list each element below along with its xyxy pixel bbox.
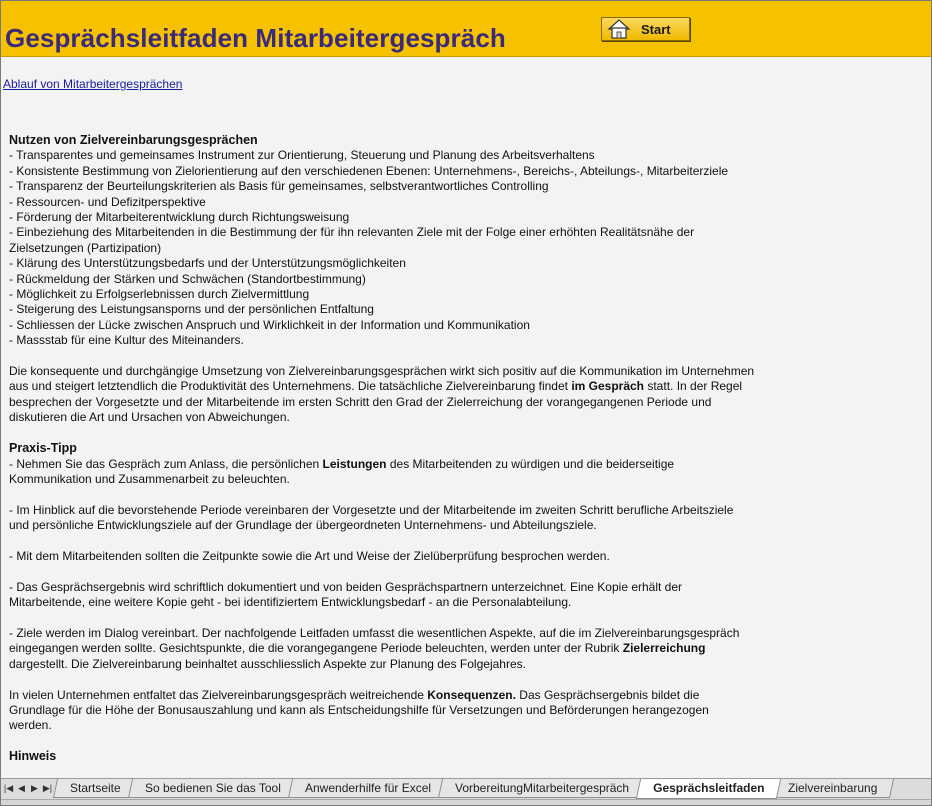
- header-bar: [1, 1, 931, 57]
- paragraph-line: Kommunikation und Zusammenarbeit zu beleuchten.: [9, 471, 290, 486]
- last-sheet-icon[interactable]: ▶|: [42, 783, 53, 793]
- nutzen-item: - Schliessen der Lücke zwischen Anspruch und Wirklichkeit in der Information und Kommunikation: [9, 317, 530, 332]
- paragraph-line: werden.: [9, 718, 52, 733]
- tab-anwenderhilfe[interactable]: Anwenderhilfe für Excel: [288, 779, 448, 798]
- nutzen-item: - Einbeziehung des Mitarbeitenden in die Bestimmung der für ihn relevanten Ziele mit der Folge einer erhöhten Realitätsnähe der: [9, 225, 695, 240]
- nutzen-item: - Förderung der Mitarbeiterentwicklung durch Richtungsweisung: [9, 210, 350, 225]
- tab-zielvereinbarung[interactable]: Zielvereinbarung: [771, 779, 894, 798]
- paragraph-line: dargestellt. Die Zielvereinbarung beinhaltet ausschliesslich Aspekte zur Planung des Folgejahres.: [9, 656, 526, 671]
- sheet-tab-bar: [1, 778, 931, 799]
- status-strip: [1, 799, 931, 806]
- paragraph-line: Die konsequente und durchgängige Umsetzung von Zielvereinbarungsgesprächen wirkt sich positiv auf die Kommunikation im Unternehmen: [9, 364, 755, 379]
- next-sheet-icon[interactable]: ▶: [31, 783, 38, 793]
- page-title: Gesprächsleitfaden Mitarbeitergespräch: [5, 23, 506, 53]
- paragraph-line: - Im Hinblick auf die bevorstehende Periode vereinbaren der Vorgesetzte und der Mitarbeitende im zweiten Schritt berufliche Arbeitsziele: [9, 502, 734, 517]
- ablauf-link[interactable]: Ablauf von Mitarbeitergesprächen: [3, 77, 183, 91]
- tab-vorbereitung[interactable]: VorbereitungMitarbeitergespräch: [438, 779, 646, 798]
- paragraph-line: - Nehmen Sie das Gespräch zum Anlass, die persönlichen Leistungen des Mitarbeitenden zu würdigen und die beiderseitige: [9, 456, 675, 471]
- paragraph-line: Grundlage für die Höhe der Bonusauszahlung und kann als Entscheidungshilfe für Versetzungen und Beförderungen herangezogen: [9, 702, 709, 717]
- paragraph-line: In vielen Unternehmen entfaltet das Zielvereinbarungsgespräch weitreichende Konsequenzen. Das Gesprächsergebnis bildet die: [9, 687, 700, 702]
- paragraph-line: - Mit dem Mitarbeitenden sollten die Zeitpunkte sowie die Art und Weise der Zielüberprüfung besprochen werden.: [9, 548, 610, 563]
- first-sheet-icon[interactable]: |◀: [3, 783, 14, 793]
- nutzen-item: - Konsistente Bestimmung von Zielorientierung auf den verschiedenen Ebenen: Unternehmens-, Bereichs-, Abteilungs-, Mitarbeiterziele: [9, 163, 729, 178]
- paragraph-line: - Das Gesprächsergebnis wird schriftlich dokumentiert und von beiden Gesprächspartnern unterzeichnet. Eine Kopie erhält der: [9, 579, 683, 594]
- paragraph-line: Mitarbeitende, eine weitere Kopie geht - bei identifiziertem Entwicklungsbedarf - an die Personalabteilung.: [9, 595, 572, 610]
- praxis-heading: Praxis-Tipp: [9, 441, 77, 456]
- start-button-label: Start: [641, 21, 671, 37]
- nutzen-item: - Massstab für eine Kultur des Miteinanders.: [9, 333, 244, 348]
- nutzen-item: Zielsetzungen (Partizipation): [9, 240, 162, 255]
- nutzen-item: - Transparentes und gemeinsames Instrument zur Orientierung, Steuerung und Planung des Arbeitsverhaltens: [9, 148, 595, 163]
- nutzen-item: - Möglichkeit zu Erfolgserlebnissen durch Zielvermittlung: [9, 287, 310, 302]
- nutzen-item: - Rückmeldung der Stärken und Schwächen (Standortbestimmung): [9, 271, 366, 286]
- nutzen-item: - Klärung des Unterstützungsbedarfs und der Unterstützungsmöglichkeiten: [9, 256, 406, 271]
- sheet-tabs: [61, 779, 893, 799]
- prev-sheet-icon[interactable]: ◀: [18, 783, 25, 793]
- tab-gespraechsleitfaden[interactable]: Gesprächsleitfaden: [636, 779, 782, 799]
- paragraph-line: und persönliche Entwicklungsziele auf der Grundlage der übergeordneten Unternehmens- und Abteilungsziele.: [9, 518, 597, 533]
- sheet-nav-buttons: [3, 781, 53, 797]
- paragraph-line: - Ziele werden im Dialog vereinbart. Der nachfolgende Leitfaden umfasst die wesentlichen Aspekte, auf die im Zielvereinbarungsgespräch: [9, 625, 740, 640]
- start-button[interactable]: [601, 17, 690, 41]
- paragraph-line: besprechen der Vorgesetzte und der Mitarbeitende im ersten Schritt den Grad der Zielerreichung der vorangegangenen Periode und: [9, 394, 712, 409]
- nutzen-item: - Steigerung des Leistungsansporns und der persönlichen Entfaltung: [9, 302, 374, 317]
- paragraph-line: eingegangen werden sollte. Gesichtspunkte, die die vorangegangene Periode beleuchten, werden unter der Rubrik Zielerreichung: [9, 641, 706, 656]
- sheet-area: [1, 58, 931, 778]
- tab-so-bedienen[interactable]: So bedienen Sie das Tool: [128, 779, 298, 798]
- house-icon: [607, 18, 631, 40]
- nutzen-heading: Nutzen von Zielvereinbarungsgesprächen: [9, 133, 258, 147]
- nutzen-item: - Transparenz der Beurteilungskriterien als Basis für gemeinsames, selbstverantwortliches Controlling: [9, 179, 549, 194]
- tab-startseite[interactable]: Startseite: [53, 779, 138, 798]
- paragraph-line: diskutieren die Art und Ursachen von Abweichungen.: [9, 410, 290, 425]
- nutzen-item: - Ressourcen- und Defizitperspektive: [9, 194, 206, 209]
- hinweis-heading: Hinweis: [9, 749, 57, 764]
- content-text: [9, 133, 849, 765]
- paragraph-line: aus und steigert letztendlich die Produktivität des Unternehmens. Die tatsächliche Zielvereinbarung findet im Gespräch statt. In der Regel: [9, 379, 743, 394]
